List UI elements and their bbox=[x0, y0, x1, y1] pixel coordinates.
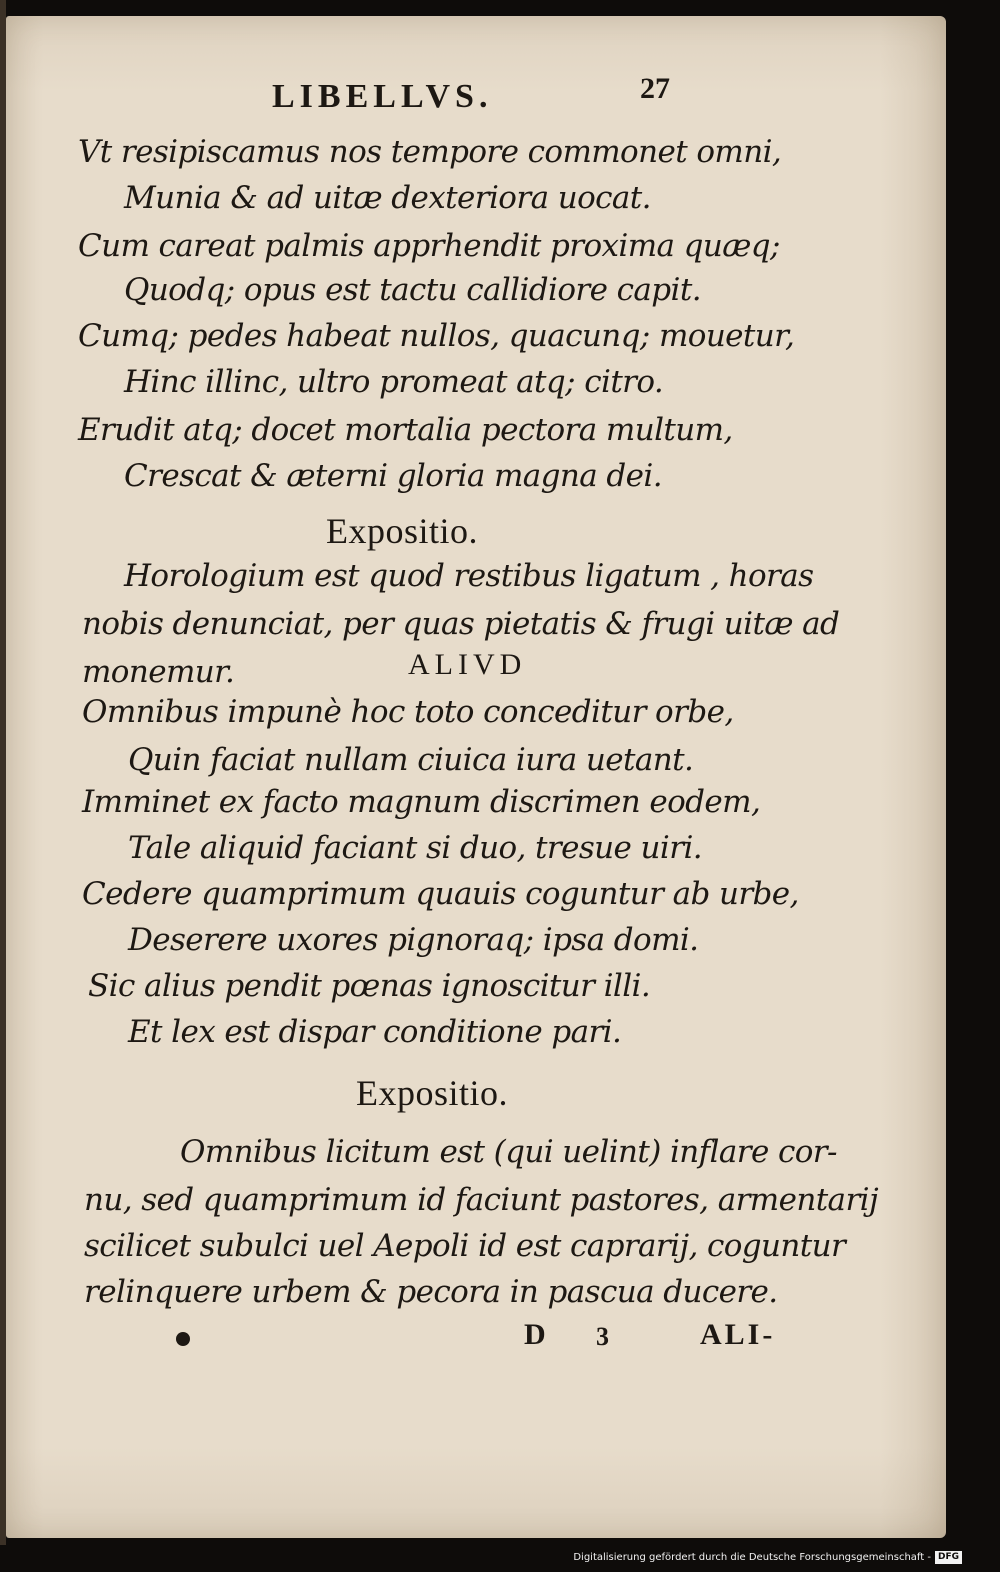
prose-line: Omnibus licitum est (qui uelint) inflare cor- bbox=[180, 1134, 837, 1170]
verse-line: Cum careat palmis apprhendit proxima quæq; bbox=[78, 228, 780, 264]
prose-line: scilicet subulci uel Aepoli id est caprarij, coguntur bbox=[84, 1228, 846, 1264]
credit-text: Digitalisierung gefördert durch die Deutsche Forschungsgemeinschaft - bbox=[573, 1551, 931, 1563]
running-title: LIBELLVS. bbox=[272, 78, 493, 115]
signature-mark: D bbox=[524, 1318, 546, 1351]
prose-line: nu, sed quamprimum id faciunt pastores, armentarij bbox=[84, 1182, 878, 1218]
verse-line: Vt resipiscamus nos tempore commonet omni, bbox=[78, 134, 782, 170]
ink-dot bbox=[176, 1332, 190, 1346]
verse-line: Cumq; pedes habeat nullos, quacunq; mouetur, bbox=[78, 318, 795, 354]
verse-line: Omnibus impunè hoc toto conceditur orbe, bbox=[82, 694, 734, 730]
verse-line: Cedere quamprimum quauis coguntur ab urbe, bbox=[82, 876, 799, 912]
section-heading: Expositio. bbox=[326, 511, 479, 551]
section-title-alivd: ALIVD bbox=[408, 648, 527, 681]
verse-line: Munia & ad uitæ dexteriora uocat. bbox=[124, 180, 651, 216]
section-heading: Expositio. bbox=[356, 1073, 509, 1113]
verse-line: Quin faciat nullam ciuica iura uetant. bbox=[128, 742, 694, 778]
verse-line: Tale aliquid faciant si duo, tresue uiri. bbox=[128, 830, 703, 866]
verse-line: Hinc illinc, ultro promeat atq; citro. bbox=[124, 364, 664, 400]
prose-line: relinquere urbem & pecora in pascua ducere. bbox=[84, 1274, 778, 1310]
verse-line: Imminet ex facto magnum discrimen eodem, bbox=[82, 784, 761, 820]
verse-line: Crescat & æterni gloria magna dei. bbox=[124, 458, 662, 494]
verse-line: Erudit atq; docet mortalia pectora multum, bbox=[78, 412, 733, 448]
prose-line: Horologium est quod restibus ligatum , horas bbox=[124, 558, 814, 594]
prose-line: nobis denunciat, per quas pietatis & frugi uitæ ad bbox=[82, 606, 840, 642]
page-number: 27 bbox=[640, 72, 670, 105]
signature-number: 3 bbox=[596, 1322, 609, 1351]
catchword: ALI- bbox=[700, 1318, 776, 1351]
dfg-logo-icon: DFG bbox=[935, 1551, 962, 1564]
digitization-credit bbox=[573, 1548, 962, 1566]
prose-line: monemur. bbox=[82, 654, 235, 690]
verse-line: Et lex est dispar conditione pari. bbox=[128, 1014, 622, 1050]
verse-line: Quodq; opus est tactu callidiore capit. bbox=[124, 272, 701, 308]
verse-line: Deserere uxores pignoraq; ipsa domi. bbox=[128, 922, 699, 958]
verse-line: Sic alius pendit pœnas ignoscitur illi. bbox=[88, 968, 651, 1004]
